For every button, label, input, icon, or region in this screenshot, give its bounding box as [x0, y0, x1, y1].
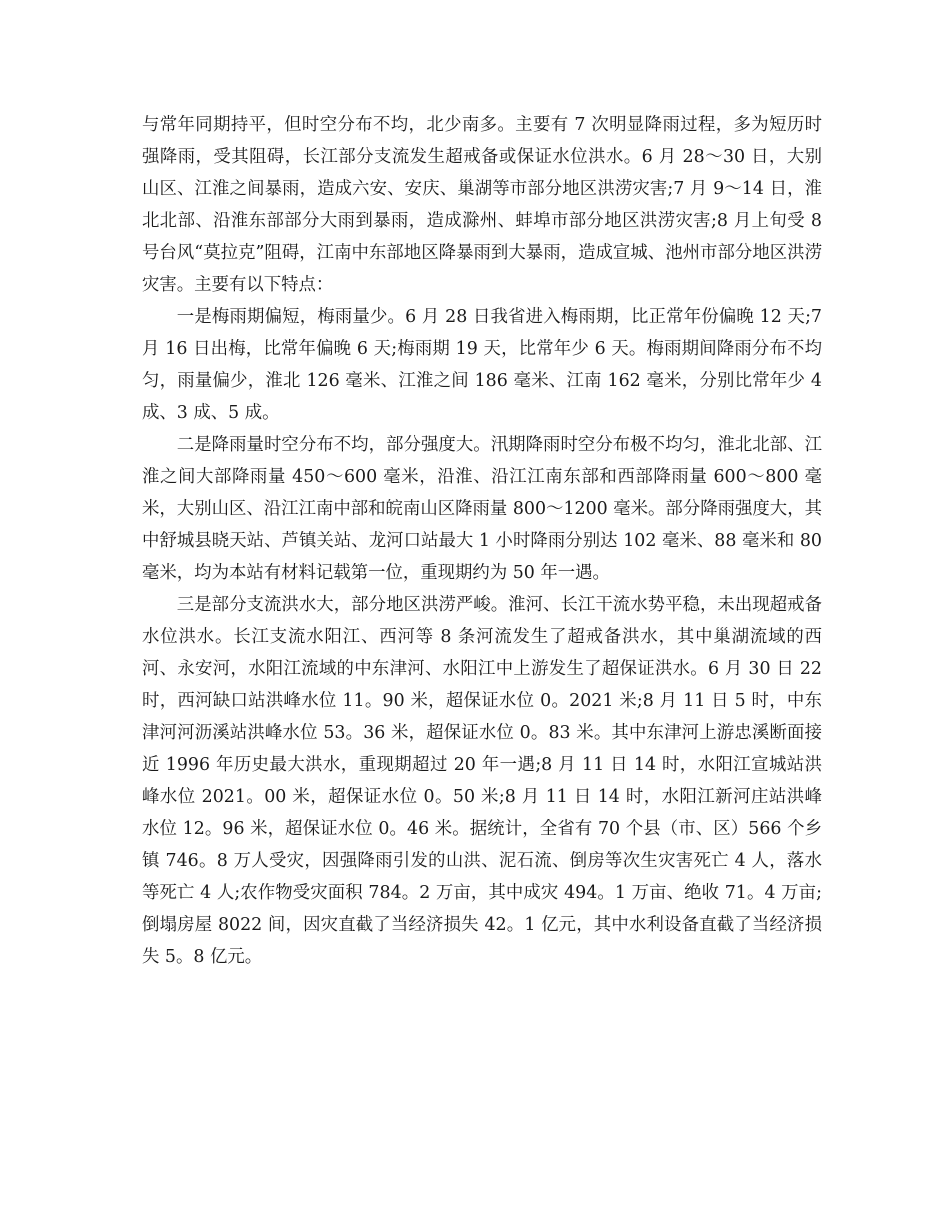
- document-page: [142, 109, 822, 973]
- paragraph-tributary-floods: 三是部分支流洪水大，部分地区洪涝严峻。淮河、长江干流水势平稳，未出现超戒备水位洪水。长江支流水阳江、西河等 8 条河流发生了超戒备洪水，其中巢湖流域的西河、永安河，水阳江流域的中东津河、水阳江中上游发生了超保证洪水。6 月 30 日 22 时，西河缺口站洪峰水位 11。90 米，超保证水位 0。2021 米;8 月 11 日 5 时，中东津河河沥溪站洪峰水位 53。36 米，超保证水位 0。83 米。其中东津河上游忠溪断面接近 1996 年历史最大洪水，重现期超过 20 年一遇;8 月 11 日 14 时，水阳江宣城站洪峰水位 2021。00 米，超保证水位 0。50 米;8 月 11 日 14 时，水阳江新河庄站洪峰水位 12。96 米，超保证水位 0。46 米。据统计，全省有 70 个县（市、区）566 个乡镇 746。8 万人受灾，因强降雨引发的山洪、泥石流、倒房等次生灾害死亡 4 人，落水等死亡 4 人;农作物受灾面积 784。2 万亩，其中成灾 494。1 万亩、绝收 71。4 万亩;倒塌房屋 8022 间，因灾直截了当经济损失 42。1 亿元，其中水利设备直截了当经济损失 5。8 亿元。: [142, 595, 822, 967]
- paragraph-rainfall-distribution: 二是降雨量时空分布不均，部分强度大。汛期降雨时空分布极不均匀，淮北北部、江淮之间大部降雨量 450～600 毫米，沿淮、沿江江南东部和西部降雨量 600～800 毫米，大别山区、沿江江南中部和皖南山区降雨量 800～1200 毫米。部分降雨强度大，其中舒城县晓天站、芦镇关站、龙河口站最大 1 小时降雨分别达 102 毫米、88 毫米和 80 毫米，均为本站有材料记载第一位，重现期约为 50 年一遇。: [142, 435, 822, 583]
- paragraph-continuation: 与常年同期持平，但时空分布不均，北少南多。主要有 7 次明显降雨过程，多为短历时强降雨，受其阻碍，长江部分支流发生超戒备或保证水位洪水。6 月 28～30 日，大别山区、江淮之间暴雨，造成六安、安庆、巢湖等市部分地区洪涝灾害;7 月 9～14 日，淮北北部、沿淮东部部分大雨到暴雨，造成滁州、蚌埠市部分地区洪涝灾害;8 月上旬受 8 号台风“莫拉克”阻碍，江南中东部地区降暴雨到大暴雨，造成宣城、池州市部分地区洪涝灾害。主要有以下特点：: [142, 115, 822, 295]
- paragraph-meiyu-period: 一是梅雨期偏短，梅雨量少。6 月 28 日我省进入梅雨期，比正常年份偏晚 12 天;7 月 16 日出梅，比常年偏晚 6 天;梅雨期 19 天，比常年少 6 天。梅雨期间降雨分布不均匀，雨量偏少，淮北 126 毫米、江淮之间 186 毫米、江南 162 毫米，分别比常年少 4 成、3 成、5 成。: [142, 307, 822, 423]
